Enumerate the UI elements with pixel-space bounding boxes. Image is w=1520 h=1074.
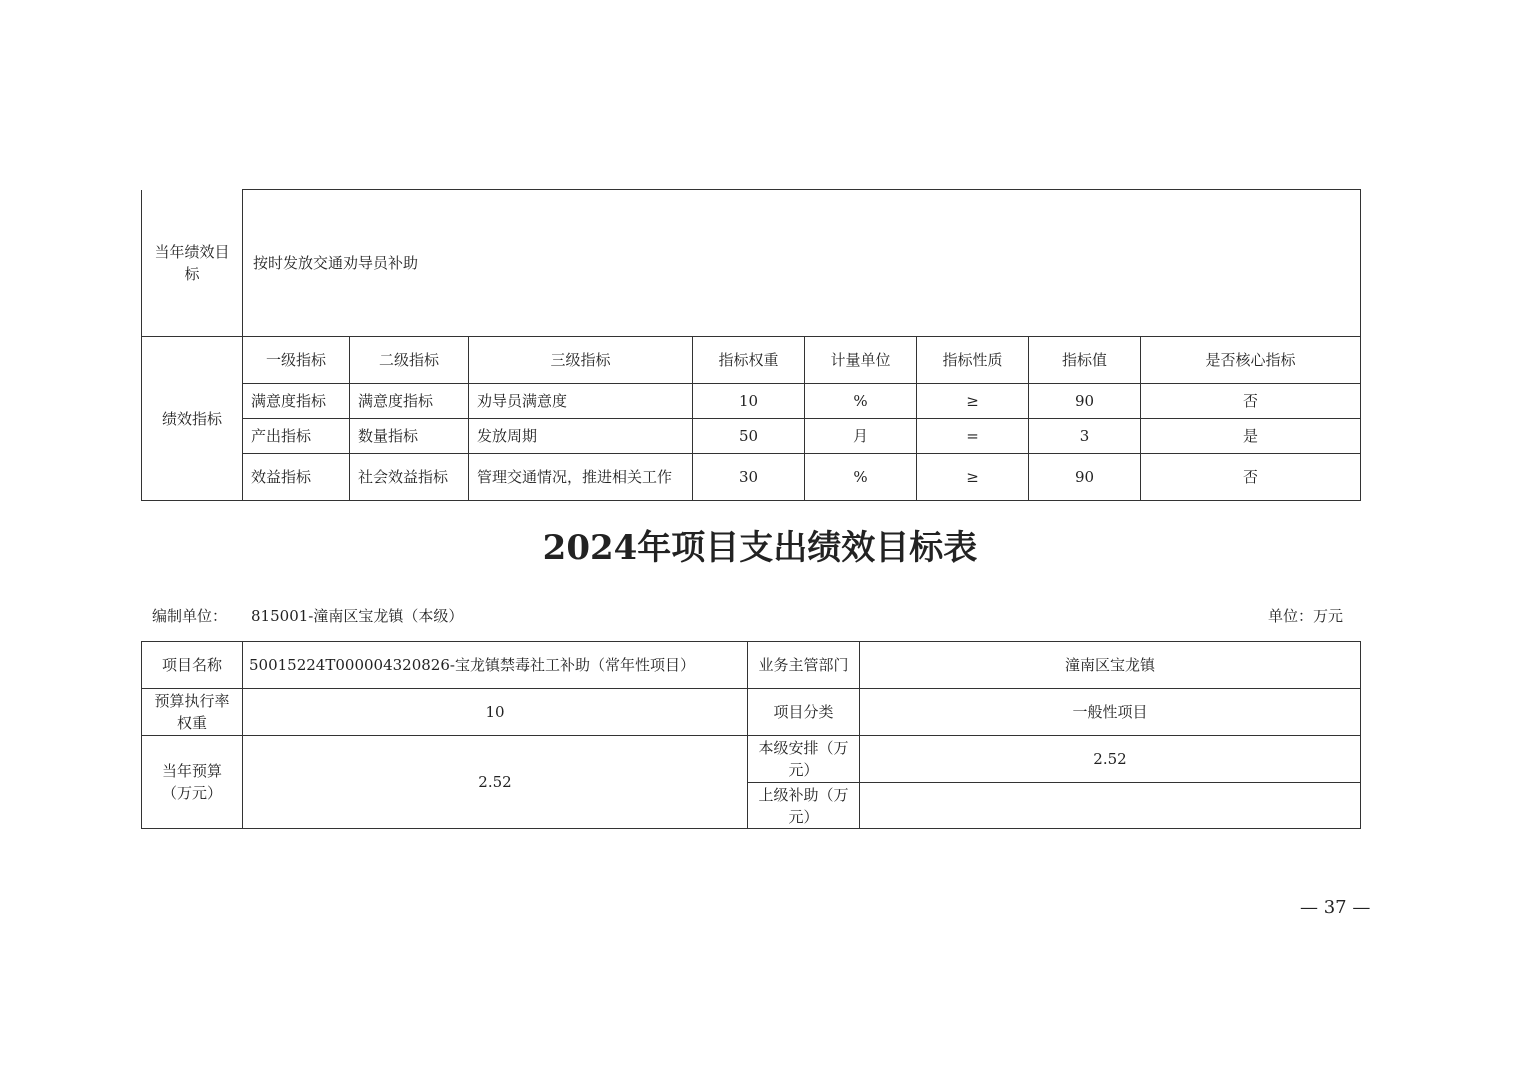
compiler-value: 815001-潼南区宝龙镇（本级） bbox=[251, 607, 464, 625]
cell-level1: 效益指标 bbox=[243, 454, 350, 501]
rate-value: 10 bbox=[243, 689, 748, 736]
upper-subsidy-value bbox=[860, 783, 1361, 829]
header-value: 指标值 bbox=[1029, 337, 1141, 384]
dept-label: 业务主管部门 bbox=[748, 642, 860, 689]
local-arrangement-label: 本级安排（万元） bbox=[748, 736, 860, 783]
budget-value: 2.52 bbox=[243, 736, 748, 829]
cell-value: 90 bbox=[1029, 454, 1141, 501]
dept-value: 潼南区宝龙镇 bbox=[860, 642, 1361, 689]
cell-level3: 劝导员满意度 bbox=[469, 384, 693, 419]
table-row bbox=[142, 384, 1361, 419]
table-row bbox=[142, 454, 1361, 501]
header-nature: 指标性质 bbox=[917, 337, 1029, 384]
indicators-label: 绩效指标 bbox=[142, 337, 243, 501]
upper-subsidy-label: 上级补助（万元） bbox=[748, 783, 860, 829]
cell-level1: 满意度指标 bbox=[243, 384, 350, 419]
annual-goal-text: 按时发放交通劝导员补助 bbox=[243, 190, 1361, 337]
cell-weight: 50 bbox=[693, 419, 805, 454]
header-level1: 一级指标 bbox=[243, 337, 350, 384]
project-info-table bbox=[141, 641, 1361, 829]
local-arrangement-value: 2.52 bbox=[860, 736, 1361, 783]
cell-level2: 满意度指标 bbox=[350, 384, 469, 419]
cell-core: 否 bbox=[1141, 454, 1361, 501]
rate-label: 预算执行率权重 bbox=[142, 689, 243, 736]
cell-core: 是 bbox=[1141, 419, 1361, 454]
cell-value: 90 bbox=[1029, 384, 1141, 419]
table-row bbox=[142, 419, 1361, 454]
compiler-label: 编制单位： bbox=[152, 607, 228, 625]
cell-level3: 发放周期 bbox=[469, 419, 693, 454]
cell-weight: 10 bbox=[693, 384, 805, 419]
page-number: — 37 — bbox=[1300, 897, 1371, 918]
cell-level2: 社会效益指标 bbox=[350, 454, 469, 501]
compiler-line bbox=[152, 605, 463, 627]
header-level3: 三级指标 bbox=[469, 337, 693, 384]
cell-unit: % bbox=[805, 384, 917, 419]
page-title: 2024年项目支出绩效目标表 bbox=[542, 528, 978, 568]
cell-nature: = bbox=[917, 419, 1029, 454]
project-name-label: 项目名称 bbox=[142, 642, 243, 689]
project-name-value: 50015224T000004320826-宝龙镇禁毒社工补助（常年性项目） bbox=[243, 642, 748, 689]
cell-weight: 30 bbox=[693, 454, 805, 501]
header-level2: 二级指标 bbox=[350, 337, 469, 384]
performance-goal-table bbox=[141, 189, 1361, 501]
cell-nature: ≥ bbox=[917, 454, 1029, 501]
unit-label: 单位：万元 bbox=[1268, 607, 1344, 625]
annual-goal-label: 当年绩效目标 bbox=[142, 190, 243, 337]
budget-label: 当年预算（万元） bbox=[142, 736, 243, 829]
header-unit: 计量单位 bbox=[805, 337, 917, 384]
cell-unit: % bbox=[805, 454, 917, 501]
header-core: 是否核心指标 bbox=[1141, 337, 1361, 384]
cell-value: 3 bbox=[1029, 419, 1141, 454]
cell-nature: ≥ bbox=[917, 384, 1029, 419]
cell-core: 否 bbox=[1141, 384, 1361, 419]
cell-unit: 月 bbox=[805, 419, 917, 454]
header-weight: 指标权重 bbox=[693, 337, 805, 384]
cell-level2: 数量指标 bbox=[350, 419, 469, 454]
cell-level1: 产出指标 bbox=[243, 419, 350, 454]
cell-level3: 管理交通情况，推进相关工作 bbox=[469, 454, 693, 501]
category-value: 一般性项目 bbox=[860, 689, 1361, 736]
category-label: 项目分类 bbox=[748, 689, 860, 736]
